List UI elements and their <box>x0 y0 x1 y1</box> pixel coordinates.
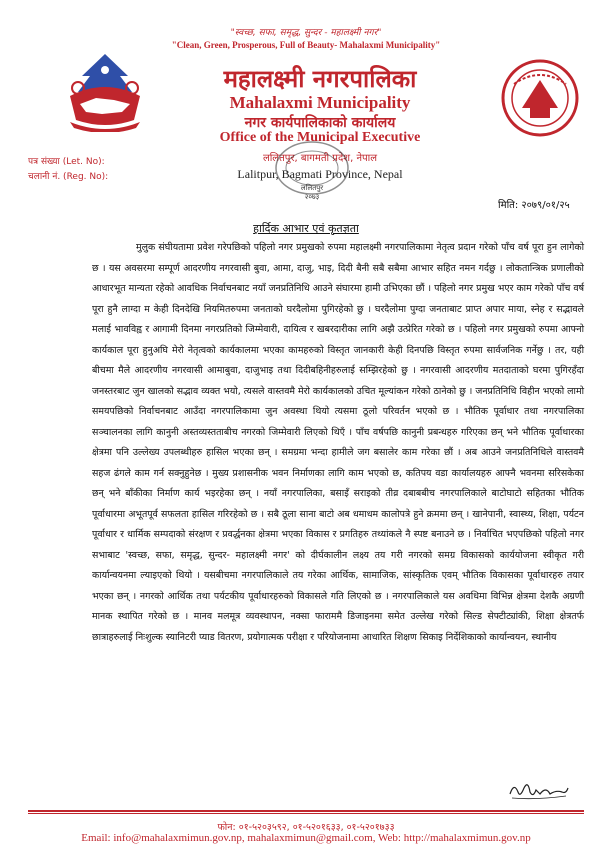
letter-number-label: पत्र संख्या (Let. No): <box>28 157 105 167</box>
municipality-name-english: Mahalaxmi Municipality <box>229 93 411 112</box>
stamp-text: ललितपुर २०७३ <box>300 184 324 201</box>
office-name-english: Office of the Municipal Executive <box>219 130 421 145</box>
municipality-name-nepali: महालक्ष्मी नगरपालिका <box>223 65 417 93</box>
letter-title-text: हार्दिक आभार एवं कृतज्ञता <box>253 222 359 235</box>
address-nepali: ललितपुर, बागमती प्रदेश, नेपाल <box>262 153 378 164</box>
footer-rule <box>28 810 584 812</box>
letter-reference <box>28 155 108 185</box>
footer-rule-thin <box>28 813 584 814</box>
footer-contact: Email: info@mahalaxmimun.gov.np, mahalaxmimun@gmail.com, Web: http://mahalaxmimun.gov.np <box>81 832 531 844</box>
footer-phone: फोन: ०१-५२०३५९२, ०१-५२०१६३३, ०१-५२०१७३३ <box>217 822 395 833</box>
letter-body: मुलुक संघीयतामा प्रवेश गरेपछिको पहिलो नगर प्रमुखको रुपमा महालक्ष्मी नगरपालिकामा नेतृत्व प्रदान गरेको पाँच वर्ष पूरा हुन लागेको छ । यस अवसरमा सम्पूर्ण आदरणीय नगरवासी बुवा, आमा, दाजु, भाइ, दिदी बैनी सबै सबैमा आभार सहित नमन गर्दछु । लोकतान्त्रिक प्रणालीको आधारभूत मान्यता रहेको आवधिक निर्वाचनबाट नयाँ जनप्रतिनिधि आउने संघारमा हामी उभिएका छौं । पहिलो नगर प्रमुख भएर काम गरेको पाँच वर्ष पूरा हुनै लाग्दा म केही दिनदेखि नियमितरुपमा जनताको घरदैलोमा पुगिरहेको छु । घरदैलोमा पुग्दा जनताबाट प्राप्त अपार माया, स्नेह र सद्भावले मलाई भावविह्व र आगामी दिनमा नगरप्रतिको जिम्मेवारी, दायित्व र खबरदारीका लागि अझै उत्प्रेरित गरेको छ । पहिलो नगर प्रमुखको रुपमा आफ्नो कार्यकाल पूरा हुनुअघि मेरो नेतृत्वको कार्यकालमा भएका कामहरुको विस्तृत जानकारी केही दिनपछि विस्तृत रुपमा सार्वजनिक गर्नेछु । तर, यही बीचमा मैले आदरणीय नगरवासी आमाबुवा, दाजुभाइ तथा दिदीबहिनीहरुलाई सम्झिरहेको छु । नगरवासी आदरणीय मतदाताको घरमा पुगिरहँदा जनस्तरबाट जुन खालको सद्भाव व्यक्त भयो, त्यसले वास्तवमै मेरो कार्यकालको उचित मूल्यांकन गरेको ठानेको छु । जनप्रतिनिधि विहीन भएको लामो समयपछिको निर्वाचनबाट आउँदा नगरपालिकामा जुन अवस्था थियो त्यसमा ठूलो परिवर्तन भएको छ । भौतिक पूर्वाधार तथा नगरपालिका सञ्चालनका लागि कानुनी अस्तव्यस्तताबीच नगरको जिम्मेवारी लिएको थिएँ । पाँच वर्षपछि कानुनी प्रबन्धहरु गरिएका छन् भने भौतिक पूर्वाधारका क्षेत्रमा पनि उल्लेख्य उपलब्धीहरु हासिल भएका छन् । समग्रमा भन्दा हामीले जग बसालेर काम गरेका छौं । अब आउने जनप्रतिनिधिले वास्तवमै सहज ढंगले काम गर्न सक्नुहुनेछ । मुख्य प्रशासनीक भवन निर्माणका लागि काम भएको छ, कतिपय वडा कार्यालयहरु आफ्नै भवनमा सरिसकेका छन् भने बाँकीका निर्माण कार्य भइरहेका छन् । नयाँ नगरपालिका, बसाइँ सराइको तीव्र दबाबबीच नगरपालिकाले बाटोघाटो सहितका भौतिक पूर्वाधारमा अभूतपूर्व सफलता हासिल गरिरहेको छ । सबै ठूला साना बाटो अब धमाधम कालोपत्रे हुने क्रममा छन् । खानेपानी, स्वास्थ्य, शिक्षा, पर्यटन पूर्वाधार र धार्मिक सम्पदाको संरक्षण र प्रवर्द्धनका क्षेत्रमा भएका विकास र प्रगतिहरु तथ्यांकले नै स्पष्ट बनाउने छ । निर्वाचित भएपछिको पहिलो नगर सभाबाट 'स्वच्छ, सफा, समृद्ध, सुन्दर- महालक्ष्मी नगर' को दीर्घकालीन लक्ष्य तय गरी नगरको समग्र विकासको कार्ययोजना स्वीकृत गरी कार्यान्वयनमा ल्याइएको थियो । यसबीचमा नगरपालिकाले तय गरेका आर्थिक, सामाजिक, सांस्कृतिक एवम् भौतिक विकासका पूर्वाधारहरु तयार भएका छन् । नगरको आर्थिक तथा पर्यटकीय पूर्वाधारहरुको विकासले गति लिएको छ । नगरपालिकाले यस अवधिमा विभिन्न क्षेत्रमा देशकै अग्रणी मानक स्थापित गरेको छ । मानव मलमूत्र व्यवस्थापन, नक्सा फाराममै डिजाइनमा समेत उल्लेख गरेको सिल्ड सेफ्टीट्यांकी, शिक्षा क्षेत्रतर्फ छात्राहरुलाई निःशुल्क स्यानिटरी प्याड वितरण, प्रयोगात्मक परीक्षा र परियोजनामा आधारित शिक्षण सिकाइ निर्देशिकाको कार्यान्वयन, स्थानीय <box>92 242 584 643</box>
address-english: Lalitpur, Bagmati Province, Nepal <box>237 167 403 181</box>
municipality-logo-icon <box>500 58 580 138</box>
nepal-emblem-icon <box>62 52 148 132</box>
slogan-english: "Clean, Green, Prosperous, Full of Beauty- Mahalaxmi Municipality" <box>171 40 441 50</box>
office-name-nepali: नगर कार्यपालिकाको कार्यालय <box>244 115 396 131</box>
letter-date: मिति: २०७९/०१/२५ <box>498 200 570 211</box>
signature <box>506 778 572 802</box>
slogan-nepali: "स्वच्छ, सफा, समृद्ध, सुन्दर - महालक्ष्मी नगर" <box>230 28 382 38</box>
registration-number-label: चलानी नं. (Reg. No): <box>28 172 109 182</box>
letter-title <box>0 221 612 236</box>
